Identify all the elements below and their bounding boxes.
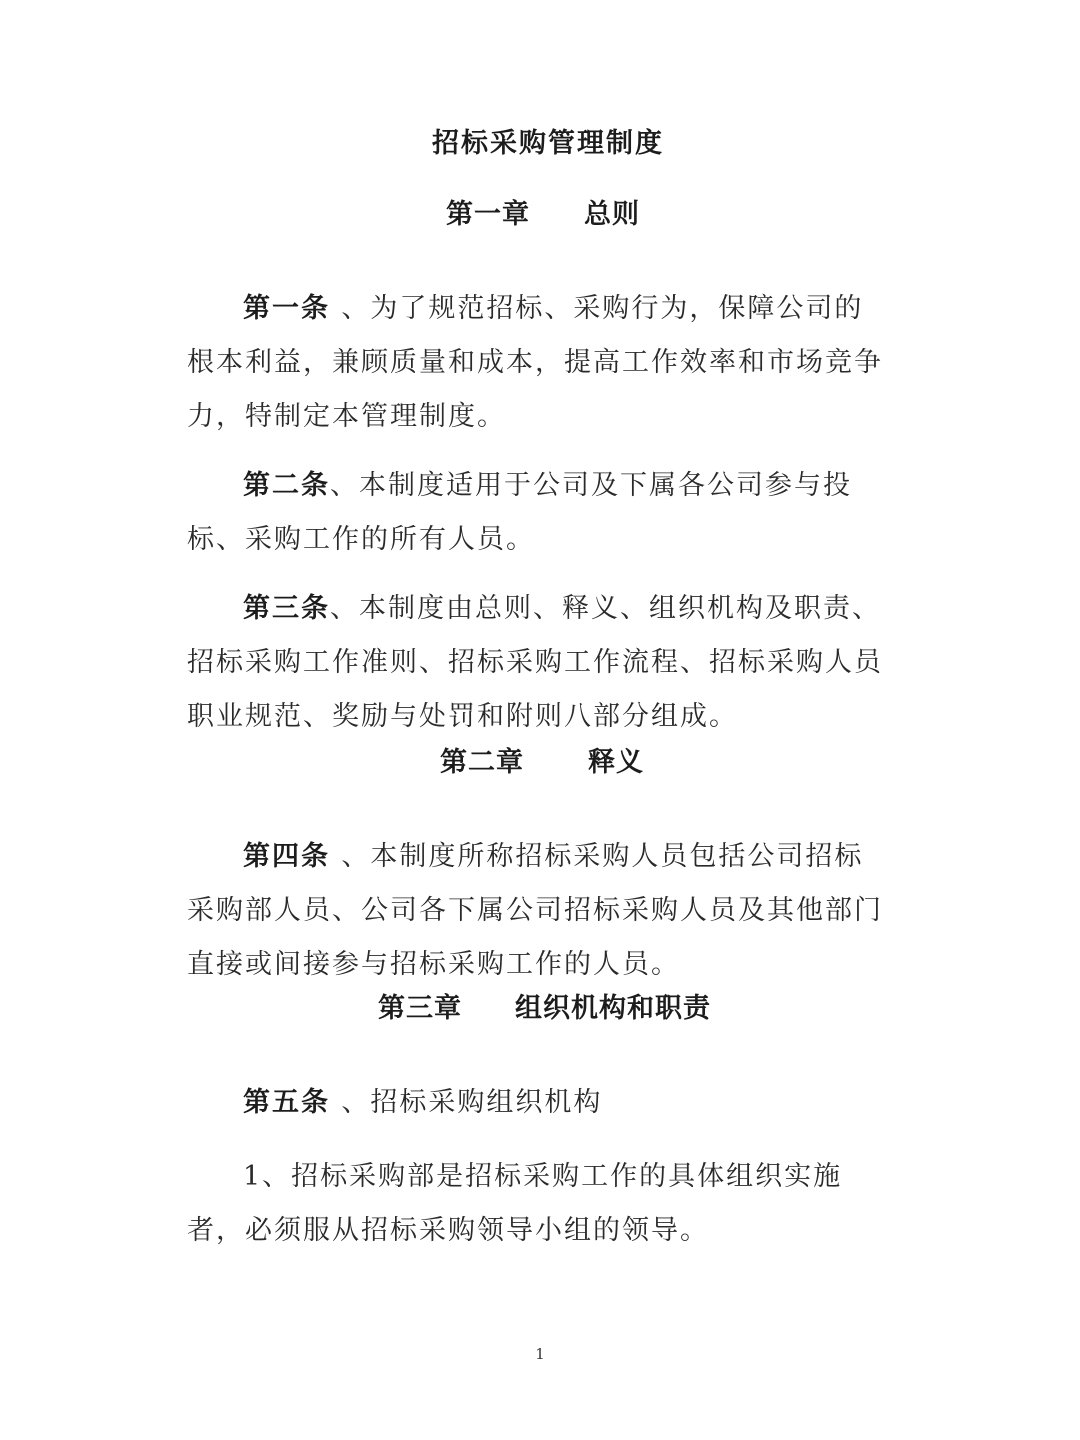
article-2-paragraph <box>187 459 887 567</box>
article-3-label: 第三条 <box>243 593 330 624</box>
article-3-paragraph <box>187 582 887 744</box>
chapter-3-name: 组织机构和职责 <box>515 993 711 1024</box>
chapter-3-number: 第三章 <box>378 993 462 1024</box>
page-number: 1 <box>535 1345 545 1363</box>
chapter-1-number: 第一章 <box>446 199 530 230</box>
article-5-text: 、招标采购组织机构 <box>341 1087 603 1118</box>
chapter-2-number: 第二章 <box>440 747 524 778</box>
article-3-text: 、本制度由总则、释义、组织机构及职责、招标采购工作准则、招标采购工作流程、招标采购人员职业规范、奖励与处罚和附则八部分组成。 <box>187 593 883 732</box>
item-1-text: 1、招标采购部是招标采购工作的具体组织实施者，必须服从招标采购领导小组的领导。 <box>187 1161 843 1246</box>
article-5-item-1 <box>187 1150 887 1258</box>
article-2-text: 、本制度适用于公司及下属各公司参与投标、采购工作的所有人员。 <box>187 470 852 555</box>
chapter-2-name: 释义 <box>588 747 644 778</box>
article-2-label: 第二条 <box>243 470 330 501</box>
article-5-paragraph <box>187 1076 887 1130</box>
article-4-label: 第四条 <box>243 841 342 872</box>
article-1-paragraph <box>187 282 887 444</box>
document-title: 招标采购管理制度 <box>432 128 664 159</box>
article-4-text: 、本制度所称招标采购人员包括公司招标采购部人员、公司各下属公司招标采购人员及其他部门直接或间接参与招标采购工作的人员。 <box>187 841 883 980</box>
article-4-paragraph <box>187 830 887 992</box>
article-5-label: 第五条 <box>243 1087 342 1118</box>
article-1-label: 第一条 <box>243 293 342 324</box>
article-1-text: 、为了规范招标、采购行为，保障公司的根本利益，兼顾质量和成本，提高工作效率和市场竞争力，特制定本管理制度。 <box>187 293 883 432</box>
chapter-1-name: 总则 <box>584 199 640 230</box>
